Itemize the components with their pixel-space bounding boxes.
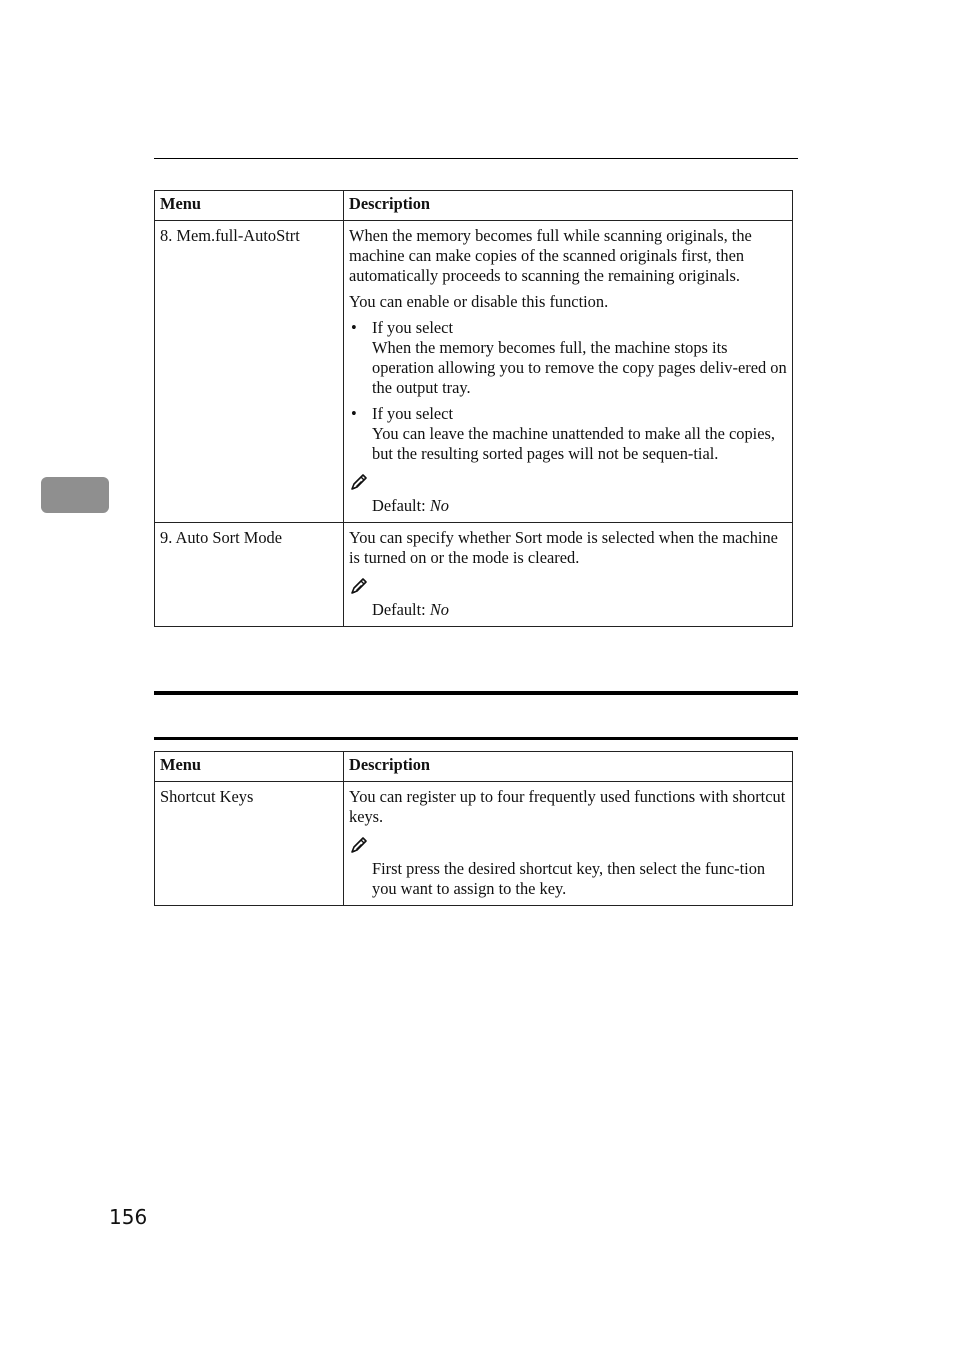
section-rule bbox=[154, 737, 798, 740]
bullet-text: You can leave the machine unattended to make all the copies, but the resulting sorted pages will not be sequen-tial. bbox=[372, 424, 775, 463]
description-paragraph: You can register up to four frequently used functions with shortcut keys. bbox=[349, 787, 786, 826]
default-label: Default: bbox=[372, 600, 430, 619]
section-rule-thick bbox=[154, 691, 798, 695]
description-paragraph: You can specify whether Sort mode is selected when the machine is turned on or the mode is cleared. bbox=[349, 528, 778, 567]
list-item bbox=[349, 318, 787, 398]
default-note bbox=[349, 600, 787, 620]
table-row bbox=[155, 523, 793, 627]
description-paragraph: You can enable or disable this function. bbox=[349, 292, 609, 311]
default-value: No bbox=[429, 496, 449, 515]
table-row bbox=[155, 221, 793, 523]
default-note bbox=[349, 496, 787, 516]
bullet-title: If you select bbox=[372, 404, 454, 423]
header-menu: Menu bbox=[155, 752, 344, 782]
description-cell-shortcut-keys bbox=[344, 782, 793, 906]
description-cell-auto-sort-mode bbox=[344, 523, 793, 627]
chapter-tab-marker bbox=[41, 477, 109, 513]
bullet-title: If you select bbox=[372, 318, 454, 337]
shortcut-note: First press the desired shortcut key, then select the func-tion you want to assign to the key. bbox=[372, 859, 766, 898]
page-number: 156 bbox=[109, 1205, 148, 1229]
pencil-note-icon bbox=[349, 576, 369, 596]
bullet-text: When the memory becomes full, the machine stops its operation allowing you to remove the copy pages deliv-ered on the output tray. bbox=[372, 338, 787, 397]
top-rule bbox=[154, 158, 798, 159]
pencil-note-icon bbox=[349, 472, 369, 492]
table-row bbox=[155, 782, 793, 906]
pencil-note-icon bbox=[349, 835, 369, 855]
option-list bbox=[349, 318, 787, 464]
header-description: Description bbox=[344, 191, 793, 221]
table-header-row bbox=[155, 752, 793, 782]
settings-table-2 bbox=[154, 751, 793, 906]
list-item bbox=[349, 404, 787, 464]
header-menu: Menu bbox=[155, 191, 344, 221]
default-value: No bbox=[429, 600, 449, 619]
settings-table-1 bbox=[154, 190, 793, 627]
menu-cell-mem-full-autostrt: 8. Mem.full-AutoStrt bbox=[155, 221, 344, 523]
default-label: Default: bbox=[372, 496, 430, 515]
menu-cell-auto-sort-mode: 9. Auto Sort Mode bbox=[155, 523, 344, 627]
menu-cell-shortcut-keys: Shortcut Keys bbox=[155, 782, 344, 906]
table-header-row bbox=[155, 191, 793, 221]
header-description: Description bbox=[344, 752, 793, 782]
description-cell-mem-full-autostrt bbox=[344, 221, 793, 523]
description-paragraph: When the memory becomes full while scanning originals, the machine can make copies of the scanned originals first, then automatically proceeds to scanning the remaining originals. bbox=[349, 226, 752, 285]
